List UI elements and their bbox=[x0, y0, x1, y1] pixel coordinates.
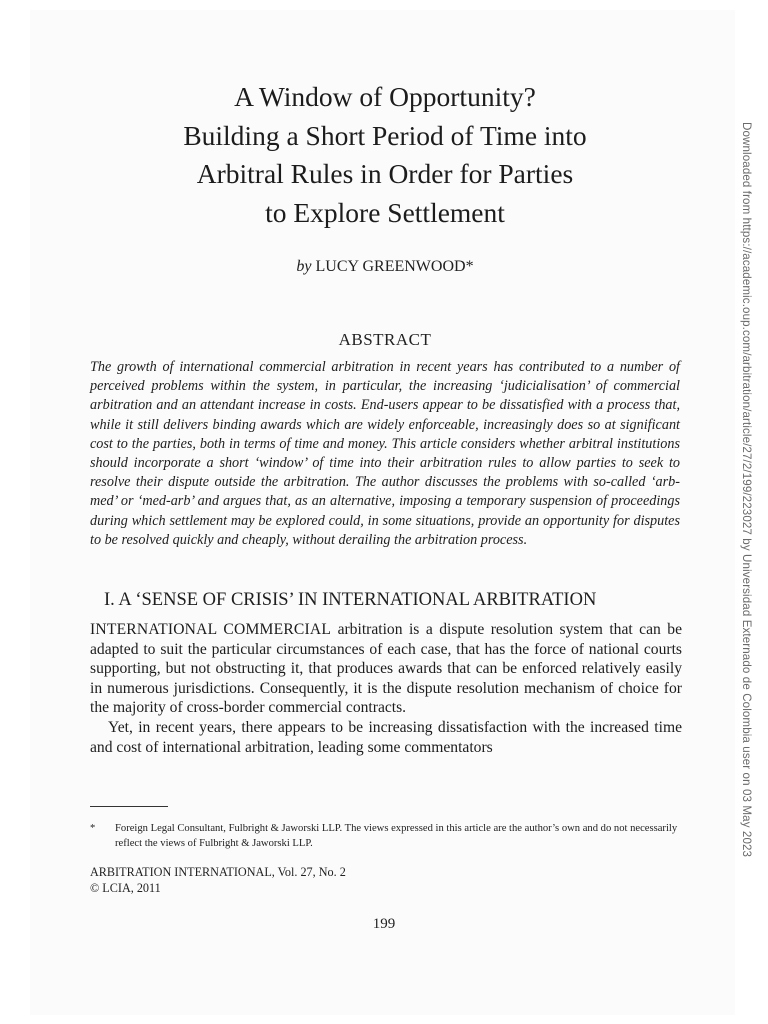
footnote-text: Foreign Legal Consultant, Fulbright & Jaworski LLP. The views expressed in this article are the author’s own and do not necessarily reflect the views of Fulbright & Jaworski LLP. bbox=[115, 823, 678, 849]
paragraph-lead: INTERNATIONAL COMMERCIAL bbox=[90, 621, 332, 638]
footnote-divider bbox=[90, 806, 168, 807]
title-line-1: A Window of Opportunity? bbox=[234, 81, 536, 112]
footnote-mark: * bbox=[90, 823, 96, 834]
paragraph-2: Yet, in recent years, there appears to be increasing dissatisfaction with the increased time and cost of international arbitration, leading some commentators bbox=[90, 718, 682, 756]
title-line-2: Building a Short Period of Time into bbox=[183, 119, 587, 151]
paragraph-1-rest: arbitration is a dispute resolution system that can be adapted to suit the particular circumstances of each case, that has the force of national courts supporting, but not obstructing it, that produces awards that can be enforced relatively easily in numerous jurisdictions. Consequently, it is the dispute resolution mechanism of choice for the majority of cross-border commercial contracts. bbox=[90, 621, 682, 717]
journal-citation: ARBITRATION INTERNATIONAL, Vol. 27, No. 2 bbox=[90, 865, 346, 879]
section-heading: I. A ‘SENSE OF CRISIS’ IN INTERNATIONAL ARBITRATION bbox=[104, 590, 597, 610]
journal-copyright: © LCIA, 2011 bbox=[90, 881, 161, 895]
title-line-4: to Explore Settlement bbox=[265, 196, 505, 228]
byline-prefix: by bbox=[296, 258, 312, 275]
page-number: 199 bbox=[372, 916, 396, 932]
journal-info bbox=[90, 864, 490, 896]
byline bbox=[90, 258, 680, 276]
body-text bbox=[90, 620, 682, 757]
download-watermark: Downloaded from https://academic.oup.com/arbitration/article/27/2/199/223027 by Universidad Externado de Colombia user on 03 May 2023 bbox=[740, 122, 753, 858]
title-line-3: Arbitral Rules in Order for Parties bbox=[196, 158, 574, 189]
abstract-heading: ABSTRACT bbox=[338, 330, 432, 349]
footnote bbox=[90, 822, 682, 851]
author-name: LUCY GREENWOOD* bbox=[315, 258, 474, 275]
paragraph-1 bbox=[90, 620, 682, 718]
article-title bbox=[90, 78, 680, 232]
abstract-text: The growth of international commercial arbitration in recent years has contributed to a number of perceived problems within the system, in particular, the increasing ‘judicialisation’ of commercial arbitration and an attendant increase in costs. End-users appear to be dissatisfied with a process that, while it still delivers binding awards which are widely enforceable, increasingly does so at significant cost to the parties, both in terms of time and money. This article considers whether arbitral institutions should incorporate a short ‘window’ of time into their arbitration rules to allow parties to seek to resolve their dispute outside the arbitration. The author discusses the problems with so-called ‘arb-med’ or ‘med-arb’ and argues that, as an alternative, imposing a temporary suspension of proceedings during which settlement may be explored could, in some situations, provide an opportunity for disputes to be resolved quickly and cheaply, without derailing the arbitration process. bbox=[90, 359, 680, 548]
